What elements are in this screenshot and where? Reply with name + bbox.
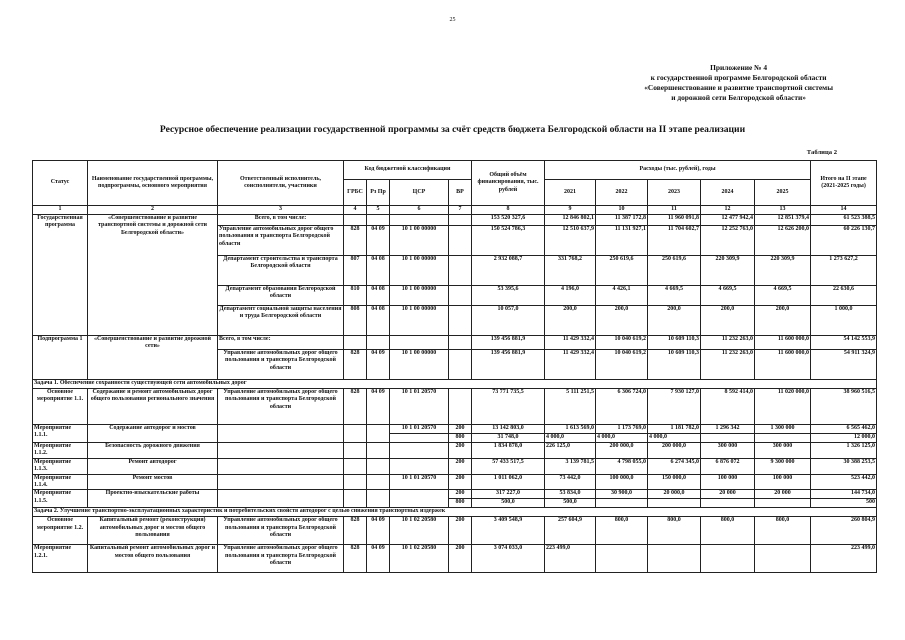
- cell: 250 619,6: [648, 256, 701, 286]
- cell: 11 600 000,0: [755, 336, 811, 350]
- cell: 11 131 927,1: [596, 226, 648, 256]
- header-grbs: ГРБС: [344, 180, 367, 206]
- cell: 12 477 942,4: [701, 215, 755, 226]
- cell: 5 111 251,5: [545, 389, 596, 425]
- cell: 6 274 345,0: [648, 458, 701, 474]
- cell: [755, 434, 811, 443]
- cell: 800,0: [755, 517, 811, 545]
- table-row: [33, 458, 877, 474]
- appendix-line-4: и дорожной сети Белгородской области»: [671, 93, 806, 102]
- cell: 500,0: [545, 499, 596, 508]
- cell: Содержание и ремонт автомобильных дорог общего пользования регионального значения: [88, 389, 218, 425]
- header-budget-code: Код бюджетной классификации: [344, 161, 472, 180]
- cell: 807: [344, 256, 367, 286]
- col-number: 6: [390, 206, 449, 215]
- cell: 828: [344, 517, 367, 545]
- document-title: Ресурсное обеспечение реализации государственной программы за счёт средств бюджета Белгородской области на II этапе реализации: [159, 124, 746, 135]
- cell: 4 000,0: [648, 434, 701, 443]
- cell: 200,0: [545, 306, 596, 336]
- cell: 1 173 769,0: [596, 425, 648, 434]
- cell: 4 669,5: [755, 286, 811, 306]
- cell: [390, 336, 449, 350]
- cell: 6 876 072: [701, 458, 755, 474]
- task-row: [33, 380, 877, 389]
- cell: 13 142 803,0: [472, 425, 545, 434]
- cell: 1 181 782,0: [648, 425, 701, 434]
- cell: Управление автомобильных дорог общего пользования и транспорта Белгородской области: [218, 226, 344, 256]
- cell: 317 227,0: [472, 490, 545, 499]
- cell: 1 834 878,0: [472, 443, 545, 459]
- cell: Управление автомобильных дорог общего пользования и транспорта Белгородской области: [218, 389, 344, 425]
- header-row-1: [33, 161, 877, 180]
- cell: 200,0: [701, 306, 755, 336]
- cell: 10 1 01 20570: [390, 425, 449, 434]
- cell: 12 252 763,0: [701, 226, 755, 256]
- cell: 500: [811, 499, 877, 508]
- cell: [596, 545, 648, 573]
- cell: 10 1 00 00000: [390, 350, 449, 380]
- cell: Капитальный ремонт автомобильных дорог и мостов общего пользования: [88, 545, 218, 573]
- cell: 31 748,0: [472, 434, 545, 443]
- cell: 226 125,0: [545, 443, 596, 459]
- cell: 10 1 02 20580: [390, 545, 449, 573]
- col-number: 1: [33, 206, 88, 215]
- cell: [390, 458, 449, 474]
- cell: [449, 306, 472, 336]
- header-2021: 2021: [545, 180, 596, 206]
- table-row: [33, 215, 877, 226]
- appendix-line-2: к государственной программе Белгородской области: [650, 73, 827, 82]
- cell: 11 232 263,0: [701, 350, 755, 380]
- cell: 22 630,6: [811, 286, 877, 306]
- cell: 808: [344, 306, 367, 336]
- cell: 4 426,1: [596, 286, 648, 306]
- cell: 60 226 130,7: [811, 226, 877, 256]
- cell: 4 669,5: [701, 286, 755, 306]
- cell: [449, 286, 472, 306]
- cell: [218, 490, 344, 508]
- cell: 331 768,2: [545, 256, 596, 286]
- cell: 153 520 327,6: [472, 215, 545, 226]
- cell: [218, 443, 344, 459]
- cell: 223 499,0: [811, 545, 877, 573]
- cell: 1 613 569,0: [545, 425, 596, 434]
- appendix-line-1: Приложение № 4: [710, 63, 768, 72]
- cell: 04 08: [367, 306, 390, 336]
- cell: 10 1 01 20570: [390, 389, 449, 425]
- cell: 10 040 619,2: [596, 336, 648, 350]
- cell: 8 592 414,0: [701, 389, 755, 425]
- cell: [701, 499, 755, 508]
- cell: 800: [449, 434, 472, 443]
- task-1-title: Задача 1. Обеспечение сохранности существующей сети автомобильных дорог: [33, 380, 877, 389]
- table-label: Таблица 2: [806, 149, 837, 156]
- cell: [344, 215, 367, 226]
- cell: 12 510 637,9: [545, 226, 596, 256]
- cell: 10 609 110,3: [648, 350, 701, 380]
- cell: 200: [449, 425, 472, 434]
- cell: 30 388 253,5: [811, 458, 877, 474]
- table-row: [33, 389, 877, 425]
- cell: 3 139 781,5: [545, 458, 596, 474]
- cell: [648, 545, 701, 573]
- cell: 11 960 091,8: [648, 215, 701, 226]
- cell: 04 08: [367, 256, 390, 286]
- cell: 53 395,6: [472, 286, 545, 306]
- table-row: [33, 443, 877, 459]
- cell: 4 798 055,0: [596, 458, 648, 474]
- cell: 257 604,9: [545, 517, 596, 545]
- cell: 20 000: [755, 490, 811, 499]
- cell: Содержание автодорог и мостов: [88, 425, 218, 443]
- cell: 200: [449, 474, 472, 490]
- cell: [344, 336, 367, 350]
- cell: 200: [449, 458, 472, 474]
- header-name: Наименование государственной программы, подпрограммы, основного мероприятия: [88, 161, 218, 206]
- header-vr: ВР: [449, 180, 472, 206]
- table-row: [33, 474, 877, 490]
- cell: 1 296 342: [701, 425, 755, 434]
- col-number: 4: [344, 206, 367, 215]
- cell: [648, 499, 701, 508]
- col-number: 5: [367, 206, 390, 215]
- cell: [449, 226, 472, 256]
- cell: [390, 434, 449, 443]
- cell: 10 040 619,2: [596, 350, 648, 380]
- cell: [218, 474, 344, 490]
- cell: 6 565 462,0: [811, 425, 877, 434]
- cell: 800: [449, 499, 472, 508]
- header-2022: 2022: [596, 180, 648, 206]
- cell: 20 000: [701, 490, 755, 499]
- cell: 800,0: [701, 517, 755, 545]
- cell: [218, 425, 344, 443]
- cell: 73 442,0: [545, 474, 596, 490]
- col-number: 12: [701, 206, 755, 215]
- cell: Департамент строительства и транспорта Белгородской области: [218, 256, 344, 286]
- budget-table: [32, 160, 877, 573]
- cell: 150 524 786,3: [472, 226, 545, 256]
- cell: [367, 425, 390, 443]
- cell: [218, 458, 344, 474]
- cell: 500,0: [472, 499, 545, 508]
- cell: Основное мероприятие 1.1.: [33, 389, 88, 425]
- cell: Всего, в том числе:: [218, 336, 344, 350]
- cell: Всего, в том числе:: [218, 215, 344, 226]
- cell: 04 09: [367, 517, 390, 545]
- cell: 828: [344, 389, 367, 425]
- cell: 54 142 553,9: [811, 336, 877, 350]
- cell: [449, 350, 472, 380]
- cell: 1 000,0: [811, 306, 877, 336]
- cell: Департамент социальной защиты населения и труда Белгородской области: [218, 306, 344, 336]
- cell: 828: [344, 545, 367, 573]
- cell: 260 804,9: [811, 517, 877, 545]
- cell: 11 387 172,8: [596, 215, 648, 226]
- cell: Управление автомобильных дорог общего пользования и транспорта Белгородской области: [218, 545, 344, 573]
- cell: 3 409 548,9: [472, 517, 545, 545]
- cell: 1 326 125,0: [811, 443, 877, 459]
- cell: 04 09: [367, 350, 390, 380]
- cell: 6 306 724,0: [596, 389, 648, 425]
- col-number: 11: [648, 206, 701, 215]
- cell: 20 000,0: [648, 490, 701, 499]
- cell: 150 000,0: [648, 474, 701, 490]
- cell: 12 846 802,1: [545, 215, 596, 226]
- cell: [344, 490, 367, 508]
- cell: Безопасность дорожного движения: [88, 443, 218, 459]
- cell: [701, 545, 755, 573]
- header-rzpr: Рз Пр: [367, 180, 390, 206]
- header-expenses: Расходы (тыс. рублей), годы: [545, 161, 811, 180]
- cell: [390, 443, 449, 459]
- cell: 11 600 000,0: [755, 350, 811, 380]
- cell: [449, 389, 472, 425]
- cell: 11 429 332,4: [545, 336, 596, 350]
- task-row: [33, 508, 877, 517]
- cell: [367, 458, 390, 474]
- cell: 4 669,5: [648, 286, 701, 306]
- cell: 04 09: [367, 226, 390, 256]
- cell: 144 734,0: [811, 490, 877, 499]
- cell: [367, 443, 390, 459]
- sp-name: «Совершенствование и развитие дорожной сети»: [88, 336, 218, 380]
- cell: [344, 474, 367, 490]
- cell: 11 429 332,4: [545, 350, 596, 380]
- appendix-heading: [644, 63, 833, 103]
- cell: [390, 490, 449, 508]
- cell: 4 000,0: [596, 434, 648, 443]
- cell: 828: [344, 350, 367, 380]
- cell: 1 273 627,2: [811, 256, 877, 286]
- cell: 53 834,0: [545, 490, 596, 499]
- cell: 10 1 00 00000: [390, 226, 449, 256]
- cell: 100 000: [701, 474, 755, 490]
- cell: Основное мероприятие 1.2.: [33, 517, 88, 545]
- cell: 200,0: [648, 306, 701, 336]
- cell: [367, 336, 390, 350]
- cell: 11 232 263,0: [701, 336, 755, 350]
- header-2024: 2024: [701, 180, 755, 206]
- header-executor: Ответственный исполнитель, соисполнители, участники: [218, 161, 344, 206]
- cell: 10 1 01 20570: [390, 474, 449, 490]
- col-number: 7: [449, 206, 472, 215]
- cell: 57 433 517,5: [472, 458, 545, 474]
- cell: Мероприятие 1.2.1.: [33, 545, 88, 573]
- cell: 200: [449, 517, 472, 545]
- cell: 30 900,0: [596, 490, 648, 499]
- cell: 800,0: [648, 517, 701, 545]
- cell: [449, 215, 472, 226]
- cell: [367, 490, 390, 508]
- column-number-row: [33, 206, 877, 215]
- page-number: 25: [449, 17, 456, 23]
- cell: [367, 215, 390, 226]
- cell: Мероприятие 1.1.5.: [33, 490, 88, 508]
- cell: Мероприятие 1.1.1.: [33, 425, 88, 443]
- gp-name: «Совершенствование и развитие транспортной системы и дорожной сети Белгородской области»: [88, 215, 218, 336]
- cell: 200 000,0: [596, 443, 648, 459]
- cell: [344, 443, 367, 459]
- cell: [755, 499, 811, 508]
- cell: 38 960 516,5: [811, 389, 877, 425]
- cell: Департамент образования Белгородской области: [218, 286, 344, 306]
- cell: 10 057,0: [472, 306, 545, 336]
- cell: 100 000: [755, 474, 811, 490]
- cell: 220 309,9: [701, 256, 755, 286]
- cell: Ремонт мостов: [88, 474, 218, 490]
- cell: 200: [449, 490, 472, 499]
- cell: 139 456 881,9: [472, 350, 545, 380]
- header-total: Общий объём финансирования, тыс. рублей: [472, 161, 545, 206]
- cell: [344, 458, 367, 474]
- cell: 800,0: [596, 517, 648, 545]
- cell: 12 000,0: [811, 434, 877, 443]
- cell: 04 08: [367, 286, 390, 306]
- cell: 04 09: [367, 389, 390, 425]
- cell: Мероприятие 1.1.2.: [33, 443, 88, 459]
- col-number: 3: [218, 206, 344, 215]
- cell: 300 000: [755, 443, 811, 459]
- cell: 11 020 000,0: [755, 389, 811, 425]
- task-2-title: Задача 2. Улучшение транспортно-эксплуатационных характеристик и потребительских свойств автодорог с целью снижения транспортных издержек: [33, 508, 877, 517]
- cell: [390, 215, 449, 226]
- cell: [701, 434, 755, 443]
- cell: 61 523 388,5: [811, 215, 877, 226]
- cell: 4 196,0: [545, 286, 596, 306]
- cell: 250 619,6: [596, 256, 648, 286]
- cell: [755, 545, 811, 573]
- cell: 139 456 881,9: [472, 336, 545, 350]
- cell: 1 011 062,0: [472, 474, 545, 490]
- cell: 4 000,0: [545, 434, 596, 443]
- cell: 200,0: [755, 306, 811, 336]
- cell: [367, 474, 390, 490]
- cell: 300 000: [701, 443, 755, 459]
- cell: 10 1 02 20580: [390, 517, 449, 545]
- cell: 12 626 200,0: [755, 226, 811, 256]
- header-2025: 2025: [755, 180, 811, 206]
- cell: 04 09: [367, 545, 390, 573]
- cell: 220 309,9: [755, 256, 811, 286]
- cell: 10 1 00 00000: [390, 306, 449, 336]
- appendix-line-3: «Совершенствование и развитие транспортной системы: [644, 83, 833, 92]
- col-number: 9: [545, 206, 596, 215]
- header-stage-total: Итого на II этапе (2021-2025 годы): [811, 161, 877, 206]
- cell: 1 300 000: [755, 425, 811, 434]
- cell: 7 930 127,0: [648, 389, 701, 425]
- col-number: 14: [811, 206, 877, 215]
- cell: 223 499,0: [545, 545, 596, 573]
- cell: 54 911 324,9: [811, 350, 877, 380]
- cell: 12 851 379,4: [755, 215, 811, 226]
- cell: Проектно-изыскательские работы: [88, 490, 218, 508]
- gp-status: Государственная программа: [33, 215, 88, 336]
- header-2023: 2023: [648, 180, 701, 206]
- cell: [344, 425, 367, 443]
- table-row: [33, 545, 877, 573]
- cell: 10 609 110,3: [648, 336, 701, 350]
- cell: 10 1 00 00000: [390, 256, 449, 286]
- cell: 200 000,0: [648, 443, 701, 459]
- cell: 200: [449, 545, 472, 573]
- table-row: [33, 517, 877, 545]
- cell: 9 300 000: [755, 458, 811, 474]
- cell: [449, 256, 472, 286]
- col-number: 13: [755, 206, 811, 215]
- cell: Управление автомобильных дорог общего пользования и транспорта Белгородской области: [218, 517, 344, 545]
- header-status: Статус: [33, 161, 88, 206]
- table-row: [33, 425, 877, 434]
- header-csr: ЦСР: [390, 180, 449, 206]
- table-row: [33, 490, 877, 499]
- cell: 100 000,0: [596, 474, 648, 490]
- cell: Ремонт автодорог: [88, 458, 218, 474]
- col-number: 2: [88, 206, 218, 215]
- cell: Мероприятие 1.1.3.: [33, 458, 88, 474]
- cell: 10 1 00 00000: [390, 286, 449, 306]
- cell: 200,0: [596, 306, 648, 336]
- cell: [596, 499, 648, 508]
- cell: 2 932 088,7: [472, 256, 545, 286]
- cell: 828: [344, 226, 367, 256]
- cell: Капитальный ремонт (реконструкция) автомобильных дорог и мостов общего пользования: [88, 517, 218, 545]
- col-number: 8: [472, 206, 545, 215]
- cell: Мероприятие 1.1.4.: [33, 474, 88, 490]
- cell: Управление автомобильных дорог общего пользования и транспорта Белгородской области: [218, 350, 344, 380]
- cell: [449, 336, 472, 350]
- sp-status: Подпрограмма 1: [33, 336, 88, 380]
- table-row: [33, 336, 877, 350]
- cell: 523 442,0: [811, 474, 877, 490]
- col-number: 10: [596, 206, 648, 215]
- cell: 3 074 033,0: [472, 545, 545, 573]
- cell: 73 771 735,5: [472, 389, 545, 425]
- cell: 810: [344, 286, 367, 306]
- cell: 11 704 602,7: [648, 226, 701, 256]
- cell: 200: [449, 443, 472, 459]
